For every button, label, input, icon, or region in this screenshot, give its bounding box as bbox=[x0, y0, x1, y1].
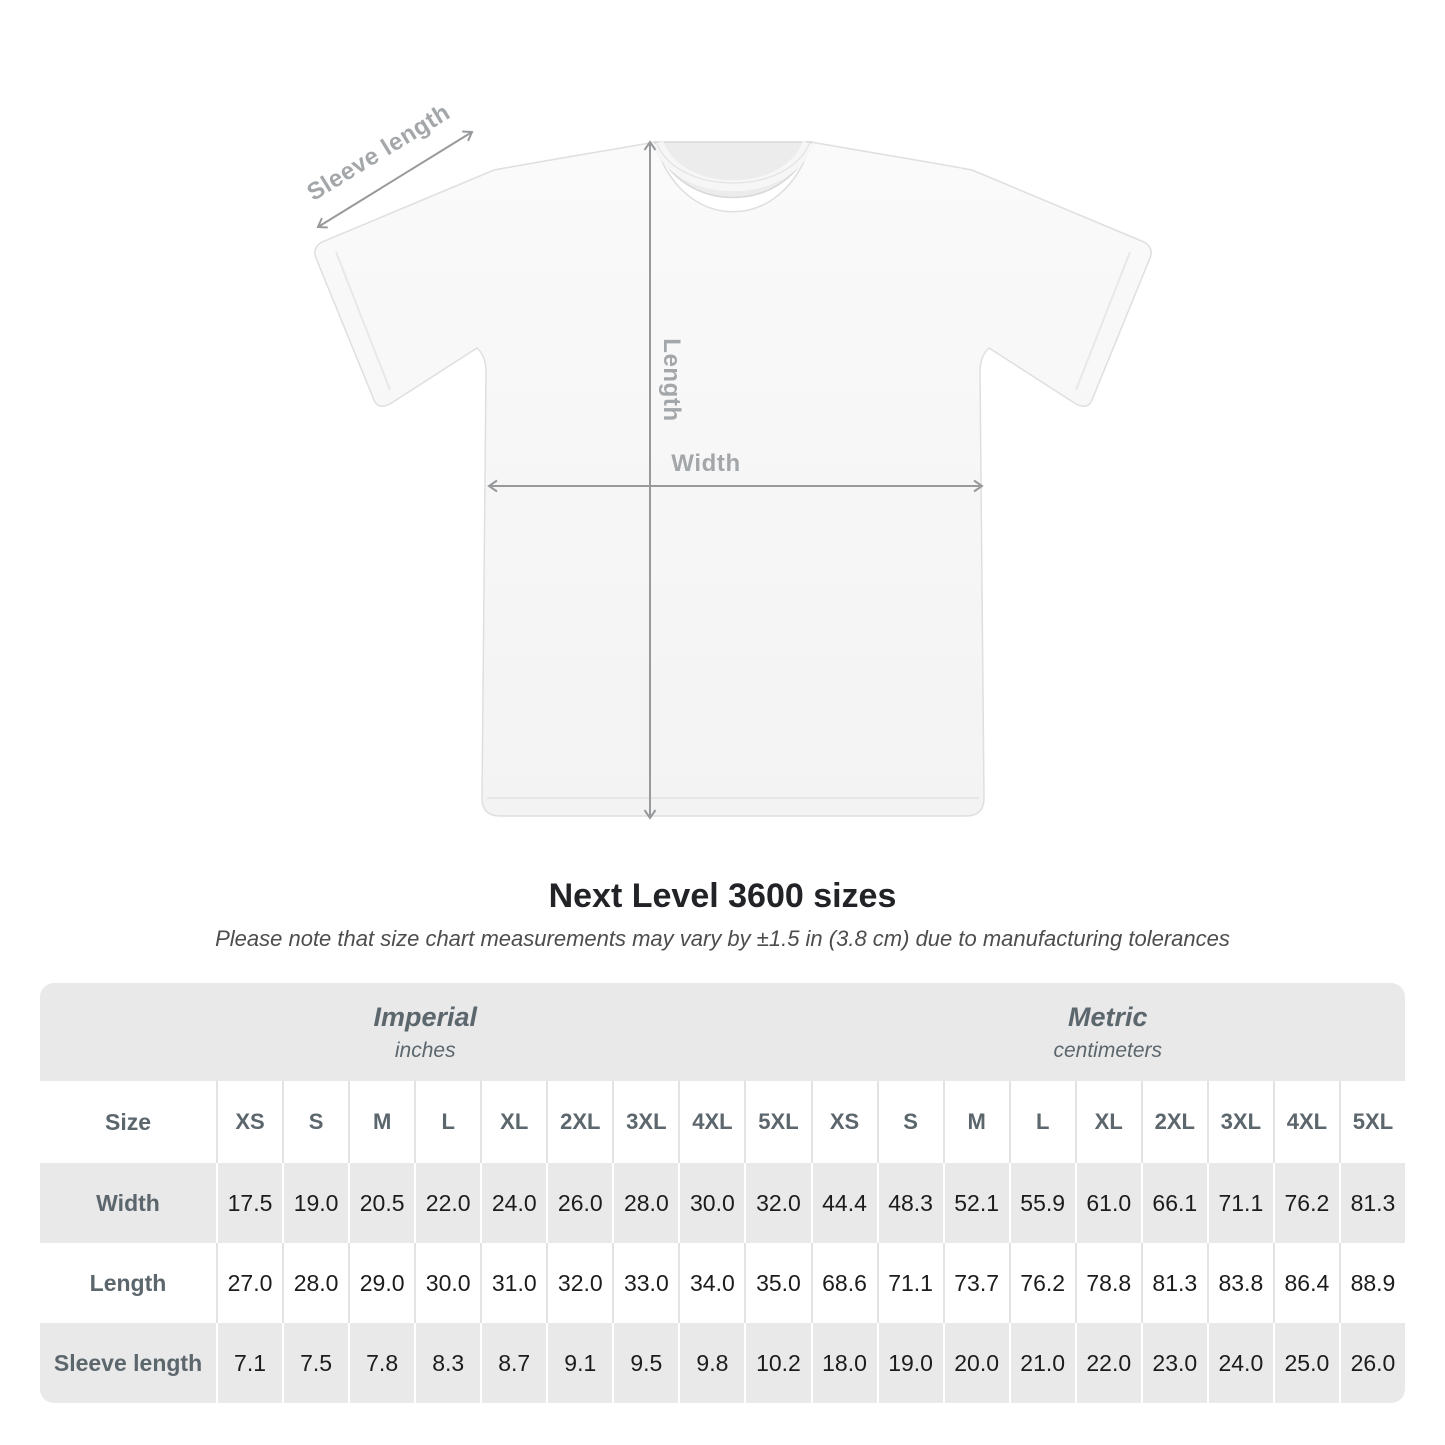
size-col-header: 4XL bbox=[1273, 1081, 1339, 1163]
width-diagram-label: Width bbox=[671, 450, 741, 477]
size-col-header: 5XL bbox=[744, 1081, 810, 1163]
metric-unit: centimeters bbox=[1053, 1038, 1163, 1062]
value-cell: 32.0 bbox=[546, 1243, 612, 1323]
value-cell: 21.0 bbox=[1009, 1323, 1075, 1403]
size-col-header: XS bbox=[811, 1081, 877, 1163]
size-col-header: 5XL bbox=[1339, 1081, 1405, 1163]
value-cell: 73.7 bbox=[943, 1243, 1009, 1323]
size-col-header: L bbox=[1009, 1081, 1075, 1163]
size-col-header: 2XL bbox=[546, 1081, 612, 1163]
row-label-sleeve-length: Sleeve length bbox=[40, 1323, 216, 1403]
size-col-header: M bbox=[348, 1081, 414, 1163]
value-cell: 22.0 bbox=[1075, 1323, 1141, 1403]
page-title: Next Level 3600 sizes bbox=[548, 877, 897, 915]
value-cell: 86.4 bbox=[1273, 1243, 1339, 1323]
value-cell: 8.7 bbox=[480, 1323, 546, 1403]
imperial-title: Imperial bbox=[373, 1001, 478, 1032]
value-cell: 31.0 bbox=[480, 1243, 546, 1323]
value-cell: 76.2 bbox=[1273, 1163, 1339, 1243]
size-col-header: S bbox=[282, 1081, 348, 1163]
value-cell: 26.0 bbox=[546, 1163, 612, 1243]
size-col-header: S bbox=[877, 1081, 943, 1163]
size-col-header: M bbox=[943, 1081, 1009, 1163]
row-label-width: Width bbox=[40, 1163, 216, 1243]
value-cell: 28.0 bbox=[282, 1243, 348, 1323]
metric-title: Metric bbox=[1067, 1001, 1148, 1032]
value-cell: 26.0 bbox=[1339, 1323, 1405, 1403]
value-cell: 22.0 bbox=[414, 1163, 480, 1243]
tolerance-note: Please note that size chart measurements may vary by ±1.5 in (3.8 cm) due to manufacturing tolerances bbox=[215, 925, 1230, 951]
value-cell: 30.0 bbox=[678, 1163, 744, 1243]
size-col-header: 2XL bbox=[1141, 1081, 1207, 1163]
value-cell: 25.0 bbox=[1273, 1323, 1339, 1403]
length-diagram-label: Length bbox=[658, 338, 685, 422]
value-cell: 9.1 bbox=[546, 1323, 612, 1403]
size-col-header: 3XL bbox=[1207, 1081, 1273, 1163]
tshirt-body bbox=[315, 142, 1151, 816]
size-col-header: L bbox=[414, 1081, 480, 1163]
value-cell: 48.3 bbox=[877, 1163, 943, 1243]
value-cell: 30.0 bbox=[414, 1243, 480, 1323]
value-cell: 81.3 bbox=[1141, 1243, 1207, 1323]
value-cell: 9.8 bbox=[678, 1323, 744, 1403]
value-cell: 34.0 bbox=[678, 1243, 744, 1323]
value-cell: 7.8 bbox=[348, 1323, 414, 1403]
value-cell: 32.0 bbox=[744, 1163, 810, 1243]
size-table bbox=[40, 983, 1405, 1403]
value-cell: 20.5 bbox=[348, 1163, 414, 1243]
size-col-header: 3XL bbox=[612, 1081, 678, 1163]
value-cell: 66.1 bbox=[1141, 1163, 1207, 1243]
value-cell: 52.1 bbox=[943, 1163, 1009, 1243]
value-cell: 44.4 bbox=[811, 1163, 877, 1243]
size-col-header: XL bbox=[1075, 1081, 1141, 1163]
value-cell: 7.1 bbox=[216, 1323, 282, 1403]
value-cell: 35.0 bbox=[744, 1243, 810, 1323]
size-col-header: XL bbox=[480, 1081, 546, 1163]
value-cell: 17.5 bbox=[216, 1163, 282, 1243]
value-cell: 8.3 bbox=[414, 1323, 480, 1403]
size-col-header: XS bbox=[216, 1081, 282, 1163]
value-cell: 33.0 bbox=[612, 1243, 678, 1323]
value-cell: 9.5 bbox=[612, 1323, 678, 1403]
value-cell: 27.0 bbox=[216, 1243, 282, 1323]
metric-header bbox=[811, 983, 1406, 1081]
value-cell: 55.9 bbox=[1009, 1163, 1075, 1243]
value-cell: 19.0 bbox=[877, 1323, 943, 1403]
value-cell: 81.3 bbox=[1339, 1163, 1405, 1243]
value-cell: 10.2 bbox=[744, 1323, 810, 1403]
value-cell: 71.1 bbox=[877, 1243, 943, 1323]
value-cell: 23.0 bbox=[1141, 1323, 1207, 1403]
value-cell: 24.0 bbox=[1207, 1323, 1273, 1403]
row-label-length: Length bbox=[89, 1269, 167, 1296]
value-cell: 19.0 bbox=[282, 1163, 348, 1243]
size-col-header: 4XL bbox=[678, 1081, 744, 1163]
value-cell: 68.6 bbox=[811, 1243, 877, 1323]
value-cell: 29.0 bbox=[348, 1243, 414, 1323]
value-cell: 28.0 bbox=[612, 1163, 678, 1243]
value-cell: 24.0 bbox=[480, 1163, 546, 1243]
value-cell: 88.9 bbox=[1339, 1243, 1405, 1323]
imperial-header bbox=[40, 983, 811, 1081]
size-row-label: Size bbox=[104, 1108, 152, 1135]
value-cell: 71.1 bbox=[1207, 1163, 1273, 1243]
value-cell: 61.0 bbox=[1075, 1163, 1141, 1243]
value-cell: 20.0 bbox=[943, 1323, 1009, 1403]
value-cell: 18.0 bbox=[811, 1323, 877, 1403]
value-cell: 76.2 bbox=[1009, 1243, 1075, 1323]
value-cell: 7.5 bbox=[282, 1323, 348, 1403]
sleeve-length-diagram-label: Sleeve length bbox=[302, 98, 456, 207]
value-cell: 83.8 bbox=[1207, 1243, 1273, 1323]
value-cell: 78.8 bbox=[1075, 1243, 1141, 1323]
imperial-unit: inches bbox=[394, 1038, 456, 1062]
